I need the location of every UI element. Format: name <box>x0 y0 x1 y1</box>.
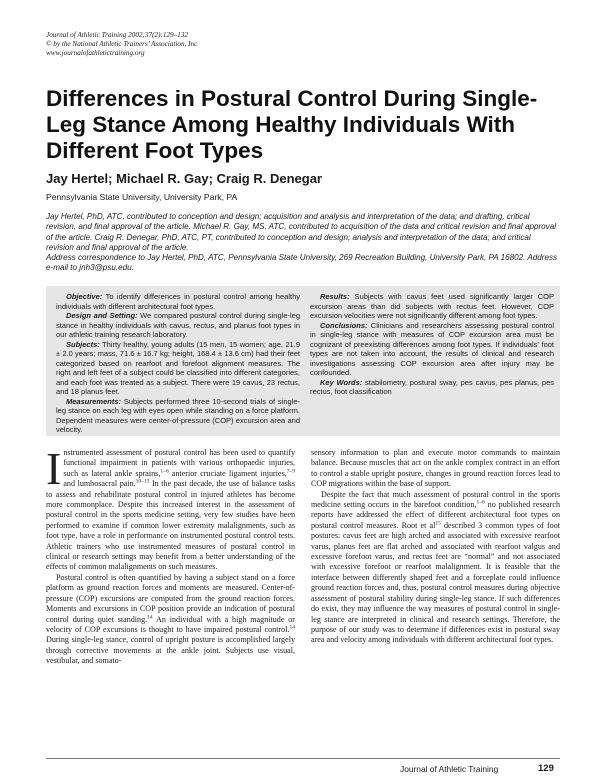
abstract-column-left <box>56 292 300 436</box>
citation-ref: 1–6 <box>160 468 169 475</box>
body-text: no published research reports have addressed the effect of different architectural foot types on postural control measures. Root et al <box>311 500 560 530</box>
abstract-box <box>46 286 560 436</box>
abstract-results <box>310 292 554 321</box>
author-contributions <box>46 212 558 274</box>
abstract-design <box>56 311 300 340</box>
body-paragraph: sensory information to plan and execute motor commands to maintain balance. Because muscles that act on the ankle complex contract in an effort to control a stable upright posture, changes in ground reaction forces lead to COP migrations within the base of support. <box>311 448 560 489</box>
measurements-label: Measurements: <box>66 396 122 406</box>
measurements-text: Subjects performed three 10-second trials of single-leg stance on each leg with eyes open while standing on a force platform. Dependent measures were center-of-pressure (COP) excursion area and velocity. <box>56 396 300 434</box>
article-title: Differences in Postural Control During Single-Leg Stance Among Healthy Individuals With Different Foot Types <box>46 86 538 163</box>
correspondence-address: Address correspondence to Jay Hertel, PhD, ATC, Pennsylvania State University, 269 Recreation Building, University Park, PA 16802. Address e-mail to jnh3@psu.edu. <box>46 253 558 273</box>
page-number: 129 <box>538 763 554 774</box>
drop-cap: I <box>46 448 62 494</box>
body-text: and lumbosacral pain. <box>63 479 136 489</box>
journal-citation: Journal of Athletic Training 2002;37(2):129–132 <box>46 31 189 39</box>
citation-ref: 14 <box>289 624 295 631</box>
design-text: We compared postural control during single-leg stance in healthy individuals with cavus, rectus, and planus foot types in our athletic training research laboratory. <box>56 311 300 339</box>
abstract-measurements <box>56 397 300 435</box>
body-paragraph <box>46 448 295 573</box>
citation-ref: 15 <box>435 520 441 527</box>
abstract-keywords <box>310 378 554 397</box>
body-text: In the past decade, the use of balance tasks to assess and rehabilitate postural control in injured athletes has become more commonplace. Despite this increased interest in the assessment of postural control in the sports medicine setting, very few studies have been performed to examine if common lower extremity malalignments, such as foot type, have a role in performance on instrumented postural control tests. Athletic trainers who use instrumented measures of postural control in clinical or research settings may benefit from a better understanding of the effects of common malalignments on such measures. <box>46 479 295 572</box>
author-list: Jay Hertel; Michael R. Gay; Craig R. Denegar <box>46 171 322 186</box>
conclusions-label: Conclusions: <box>320 320 368 330</box>
citation-ref: 7–9 <box>286 468 295 475</box>
results-text: Subjects with cavus feet used significantly larger COP excursion areas than did subjects with rectus feet. However, COP excursion velocities were not significantly different among foot types. <box>310 292 554 320</box>
objective-label: Objective: <box>66 292 103 301</box>
contribution-statement: Jay Hertel, PhD, ATC, contributed to conception and design; acquisition and analysis and interpretation of the data; and drafting, critical revision, and final approval of the article. Michael R. Gay, MS, ATC, contributed to acquisition of the data and critical revision and final approval of the article. Craig R. Denegar, PhD, ATC, PT, contributed to conception and design; analysis and interpretation of the data; and critical revision and final approval of the article. <box>46 212 557 252</box>
subjects-text: Thirty healthy, young adults (15 men, 15 women; age, 21.9 ± 2.0 years; mass, 71.6 ± 16.7 kg; height, 168.4 ± 13.6 cm) had their feet categorized based on rearfoot and forefoot alignment measures. The right and left feet of a subject could be classified into different categories, and each foot was treated as a subject. There were 19 cavus, 23 rectus, and 18 planus feet. <box>56 339 300 396</box>
citation-ref: 1–6 <box>476 499 485 506</box>
design-label: Design and Setting: <box>66 311 138 320</box>
keywords-text: stabilometry, postural sway, pes cavus, pes planus, pes rectus, foot classification <box>310 377 554 396</box>
body-text: nstrumented assessment of postural control has been used to quantify functional impairment in patients with various orthopaedic injuries, such as lateral ankle sprains, <box>63 448 295 478</box>
copyright-line: © by the National Athletic Trainers’ Association, Inc <box>46 40 198 48</box>
body-text: described 3 common types of foot postures: cavus feet are high arched and associated with excessive rearfoot varus, planus feet are flat arched and associated with rearfoot valgus and excessive forefoot varus, and rectus feet are “normal” and not associated with excessive forefoot or rearfoot malalignment. It is feasible that the interface between differently shaped feet and a forceplate could influence ground reaction forces and, thus, postural control measures during objective assessment of postural stability during single-leg stance. If such differences do exist, they may influence the way measures of postural control in single-leg stance are interpreted in clinical and research settings. Therefore, the purpose of our study was to determine if differences exist in postural sway area and velocity among individuals with different architectural foot types. <box>311 520 560 645</box>
abstract-subjects <box>56 340 300 397</box>
body-column-right <box>311 448 560 748</box>
abstract-conclusions <box>310 321 554 378</box>
body-text: Postural control is often quantified by having a subject stand on a force platform as ground reaction forces and moments are measured. Center-of-pressure (COP) excursions are computed from the ground reaction forces. Moments and excursions in COP position provide an indication of postural control during quiet standing. <box>46 572 295 624</box>
conclusions-text: Clinicians and researchers assessing postural control in single-leg stance with measures of COP excursion area must be cognizant of preexisting differences among foot types. If individuals’ foot types are not taken into account, the results of clinical and research investigations assessing COP excursion area after injury may be confounded. <box>310 320 554 377</box>
results-label: Results: <box>320 292 350 301</box>
journal-citation-header <box>46 31 197 58</box>
keywords-label: Key Words: <box>320 377 363 387</box>
citation-ref: 14 <box>147 613 153 620</box>
objective-text: To identify differences in postural control among healthy individuals with different architectural foot types. <box>56 292 300 311</box>
affiliation: Pennsylvania State University, University Park, PA <box>46 192 238 202</box>
footer-rule <box>46 758 560 759</box>
abstract-objective <box>56 292 300 311</box>
body-column-left <box>46 448 295 748</box>
body-text: During single-leg stance, control of upright posture is accomplished largely through corrective movements at the ankle joint. Subjects use visual, vestibular, and somato- <box>46 635 295 666</box>
body-text: anterior cruciate ligament injuries, <box>168 468 287 478</box>
article-body <box>46 448 560 748</box>
subjects-label: Subjects: <box>66 339 100 349</box>
journal-url[interactable]: www.journalofathletictraining.org <box>46 49 145 57</box>
body-paragraph <box>46 573 295 667</box>
body-paragraph <box>311 490 560 646</box>
body-text: An individual with a high magnitude or velocity of COP excursions is thought to have impaired postural control. <box>46 614 295 634</box>
citation-ref: 10–13 <box>135 478 150 485</box>
footer-journal-name: Journal of Athletic Training <box>400 764 499 774</box>
body-text: Despite the fact that much assessment of postural control in the sports medicine setting occurs in the barefoot condition, <box>311 489 560 510</box>
abstract-column-right <box>310 292 554 436</box>
